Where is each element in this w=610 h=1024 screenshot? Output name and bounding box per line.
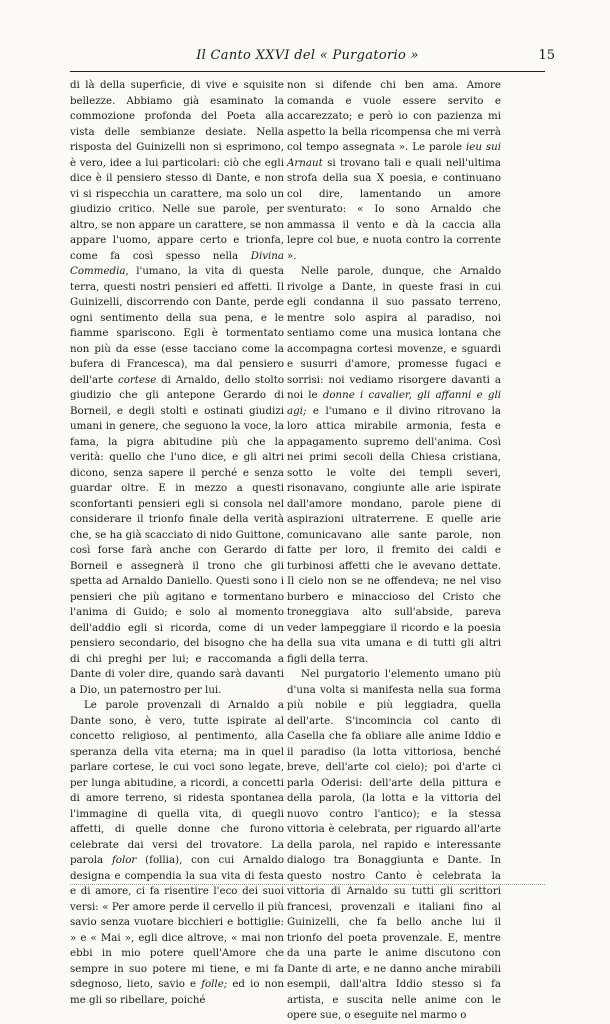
running-title: Il Canto XXVI del « Purgatorio » — [196, 48, 419, 63]
paragraph: non si difende chi ben ama. Amore comanda e vuole essere servito e accarezzato; e però io con pazienza mi aspetto la bella ricompensa che mi verrà col tempo assegnata ». Le parole ieu sui Arnaut si trovano tali e quali nell'ultima strofa della sua X poesia, e continuano col dire, lamentando un amore sventurato: « Io sono Arnaldo che ammassa il vento e dà la caccia alla lepre col bue, e nuota contro la corrente ». — [287, 79, 501, 262]
header-rule — [70, 71, 545, 72]
footer-rule — [70, 884, 545, 885]
paragraph: di là della superficie, di vive e squisite bellezze. Abbiamo già esaminato la commozione profonda del Poeta alla vista delle sembianze desiate. Nella risposta del Guinizelli non si esprimono, è vero, idee a lui particolari: ciò che egli dice è il pensiero stesso di Dante, e non vi si rispecchia un carattere, ma solo un giudizio critico. Nelle sue parole, per altro, se non appare un carattere, se non appare l'uomo, appare certo e trionfa, come fa così spesso nella Divina Commedia, l'umano, la vita di questa terra, questi nostri pensieri ed affetti. Il Guinizelli, discorrendo con Dante, perde ogni sentimento della sua pena, e le fiamme spariscono. Egli è tormentato non più da esse (esse tacciano come la bufera di Francesca), ma dal pensiero dell'arte cortese di Arnaldo, dello stolto giudizio che gli antepone Gerardo di Borneil, e degli stolti e ostinati giudizi umani in genere, che seguono la voce, la fama, la pigra abitudine più che la verità: quello che l'uno dice, e gli altri dicono, senza sapere il perché e senza guardar oltre. E in mezzo a questi sconfortanti pensieri egli si consola nel considerare il trionfo finale della verità che, se ha già scacciato di nido Guittone, così forse farà anche con Gerardo di Borneil e assegnerà il trono che gli spetta ad Arnaldo Daniello. Questi sono i pensieri che più agitano e tormentano l'anima di Guido; e solo al momento dell'addio egli si ricorda, come di un pensiero secondario, del bisogno che ha di chi preghi per lui; e raccomanda a Dante di voler dire, quando sarà davanti a Dio, un paternostro per lui. — [70, 79, 285, 696]
left-column — [70, 78, 284, 1008]
page-number: 15 — [538, 48, 555, 63]
right-column — [287, 78, 501, 1024]
paragraph: Nelle parole, dunque, che Arnaldo rivolge a Dante, in queste frasi in cui egli condanna il suo passato terreno, mentre solo aspira al paradiso, noi sentiamo come una musica lontana che accompagna cortesi movenze, e sguardi e susurri d'amore, promesse fugaci e sorrisi: noi vediamo risorgere davanti a noi le donne i cavalier, gli affanni e gli agi; e l'umano e il divino ritrovano la loro attica mirabile armonia, festa e appagamento supremo dell'anima. Così nei primi secoli della Chiesa cristiana, sotto le volte dei templi severi, risonavano, congiunte alle arie ispirate dall'amore mondano, parole piene di aspirazioni ultraterrene. E quelle arie comunicavano alle sante parole, non fatte per loro, il fremito dei caldi e turbinosi affetti che le avevano dettate. Il cielo non se ne offendeva; ne nel viso burbero e minaccioso del Cristo che troneggiava alto sull'abside, pareva veder lampeggiare il ricordo e la poesia della sua vita umana e di tutti gli altri figli della terra. — [287, 265, 502, 665]
paragraph: Le parole provenzali di Arnaldo a Dante sono, è vero, tutte ispirate al concetto religioso, al pentimento, alla speranza della vita eterna; ma in quel parlare cortese, le cui voci sono legate, per lunga abitudine, a ricordi, a concetti di amore terreno, si ridesta spontanea l'immagine di quella vita, di quegli affetti, di quelle donne che furono celebrate dai versi del trovatore. La parola folor (follia), con cui Arnaldo designa e compendia la sua vita di festa e di amore, ci fa risentire l'eco dei suoi versi: « Per amore perde il cervello il più savio senza vuotare bicchieri e bottiglie: » e « Mai », egli dice altrove, « mai non ebbi in mio potere quell'Amore che sempre in suo potere mi tiene, e mi fa sdegnoso, lieto, savio e folle; ed io non me gli so ribellare, poiché — [70, 699, 284, 1006]
running-header — [70, 48, 555, 70]
paragraph: Nel purgatorio l'elemento umano più d'una volta si manifesta nella sua forma più nobile e più leggiadra, quella dell'arte. S'incomincia col canto di Casella che fa obliare alle anime Iddio e il paradiso (la lotta vittoriosa, benché breve, dell'arte col cielo); poi d'arte ci parla Oderisi: dell'arte della pittura e della parola, (la lotta e la vittoria del nuovo contro l'antico); e la stessa vittoria è celebrata, per riguardo all'arte della parola, nel rapido e interessante dialogo tra Bonaggiunta e Dante. In questo nostro Canto è celebrata la vittoria di Arnaldo su tutti gli scrittori francesi, provenzali e italiani fino al Guinizelli, che fa bello anche lui il trionfo del poeta provenzale. E, mentre da una parte le anime discutono con Dante di arte, e ne danno anche mirabili esempii, dall'altra Iddio stesso si fa artista, e suscita nelle anime con le opere sue, o eseguite nel marmo o — [287, 668, 501, 1021]
